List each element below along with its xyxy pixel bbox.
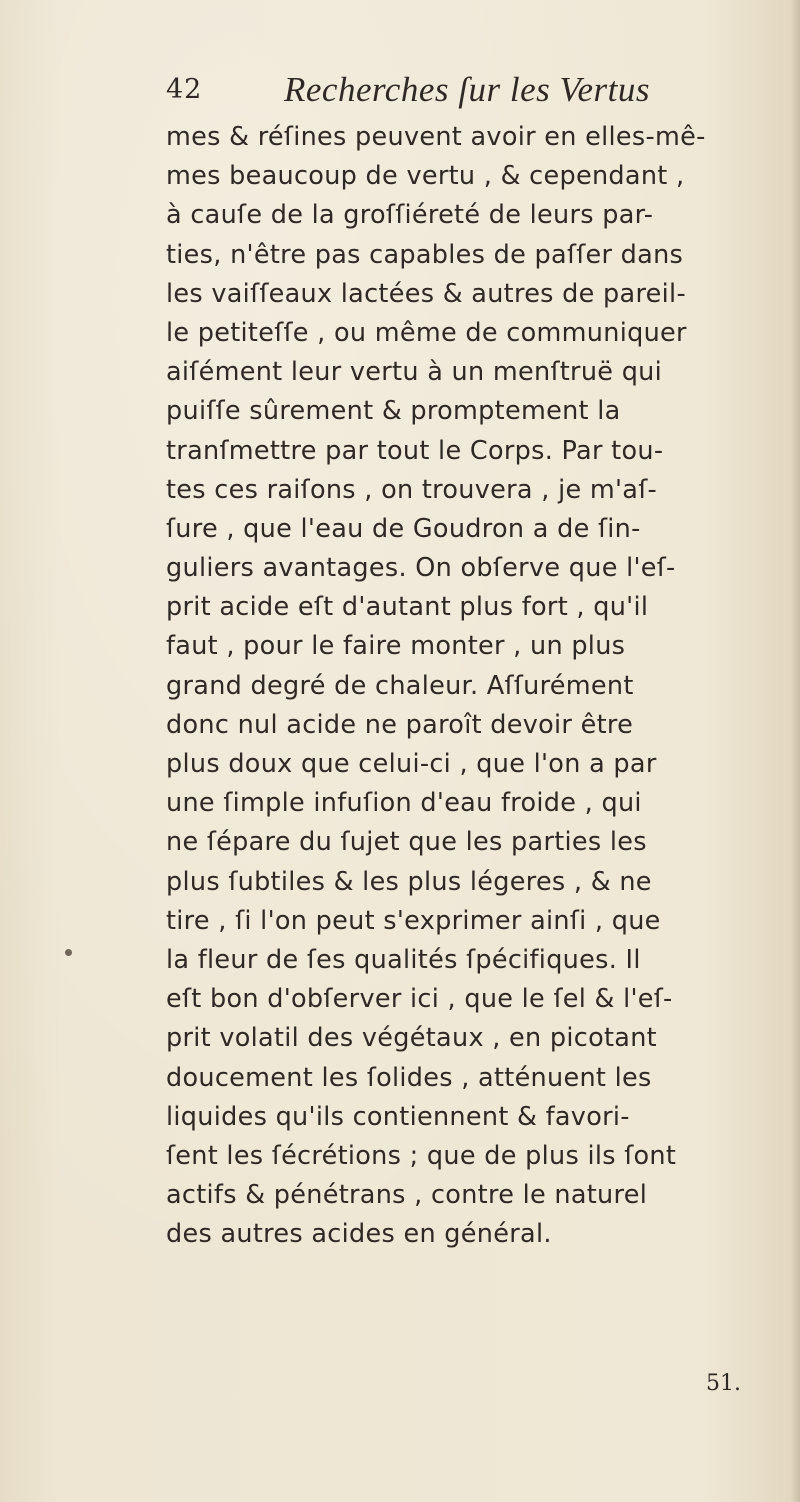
text-line: eſt bon d'obſerver ici , que le ſel & l'eſ- bbox=[166, 984, 673, 1015]
text-line: tes ces raiſons , on trouvera , je m'aſ- bbox=[166, 474, 658, 505]
text-line: donc nul acide ne paroît devoir être bbox=[166, 709, 634, 740]
text-line: ne ſépare du ſujet que les parties les bbox=[166, 827, 647, 858]
text-line: actifs & pénétrans , contre le naturel bbox=[166, 1180, 648, 1211]
text-line: mes beaucoup de vertu , & cependant , bbox=[166, 161, 685, 192]
text-line: prit volatil des végétaux , en picotant bbox=[166, 1023, 657, 1054]
text-line: plus doux que celui-ci , que l'on a par bbox=[166, 749, 657, 779]
text-line: tire , ſi l'on peut s'exprimer ainſi , que bbox=[166, 905, 661, 936]
body-text bbox=[166, 118, 800, 1254]
text-line: guliers avantages. On obſerve que l'eſ- bbox=[166, 553, 676, 584]
text-line: doucement les ſolides , atténuent les bbox=[166, 1062, 652, 1093]
text-line: liquides qu'ils contiennent & favori- bbox=[166, 1101, 630, 1132]
text-line: des autres acides en général. bbox=[166, 1219, 552, 1250]
text-line: les vaiſſeaux lactées & autres de pareil- bbox=[166, 278, 686, 309]
text-line: ties, n'être pas capables de paſſer dans bbox=[166, 239, 684, 270]
text-line: plus ſubtiles & les plus légeres , & ne bbox=[166, 866, 652, 897]
text-line: tranſmettre par tout le Corps. Par tou- bbox=[166, 435, 664, 466]
text-line: grand degré de chaleur. Aſſurément bbox=[166, 670, 634, 701]
text-line: puiſſe sûrement & promptement la bbox=[166, 396, 621, 427]
running-title: Recherches ſur les Vertus bbox=[284, 70, 650, 109]
text-line: ſent les ſécrétions ; que de plus ils ſont bbox=[166, 1140, 677, 1171]
page-number: 42 bbox=[166, 74, 203, 105]
text-line: ſure , que l'eau de Goudron a de ſin- bbox=[166, 513, 641, 544]
text-line: mes & réſines peuvent avoir en elles-mê- bbox=[166, 122, 706, 152]
text-line: le petiteſſe , ou même de communiquer bbox=[166, 317, 687, 348]
text-line: à cauſe de la groſſiéreté de leurs par- bbox=[166, 200, 654, 231]
text-line: une ſimple infuſion d'eau froide , qui bbox=[166, 788, 642, 819]
text-line: faut , pour le faire monter , un plus bbox=[166, 631, 626, 662]
text-line: la fleur de ſes qualités ſpécifiques. Il bbox=[166, 944, 641, 975]
text-line: prit acide eſt d'autant plus fort , qu'il bbox=[166, 592, 649, 623]
paper-speck bbox=[65, 949, 72, 956]
running-head bbox=[166, 66, 666, 116]
text-line: aiſément leur vertu à un menſtruë qui bbox=[166, 357, 663, 388]
catchword: 51. bbox=[706, 1371, 741, 1396]
